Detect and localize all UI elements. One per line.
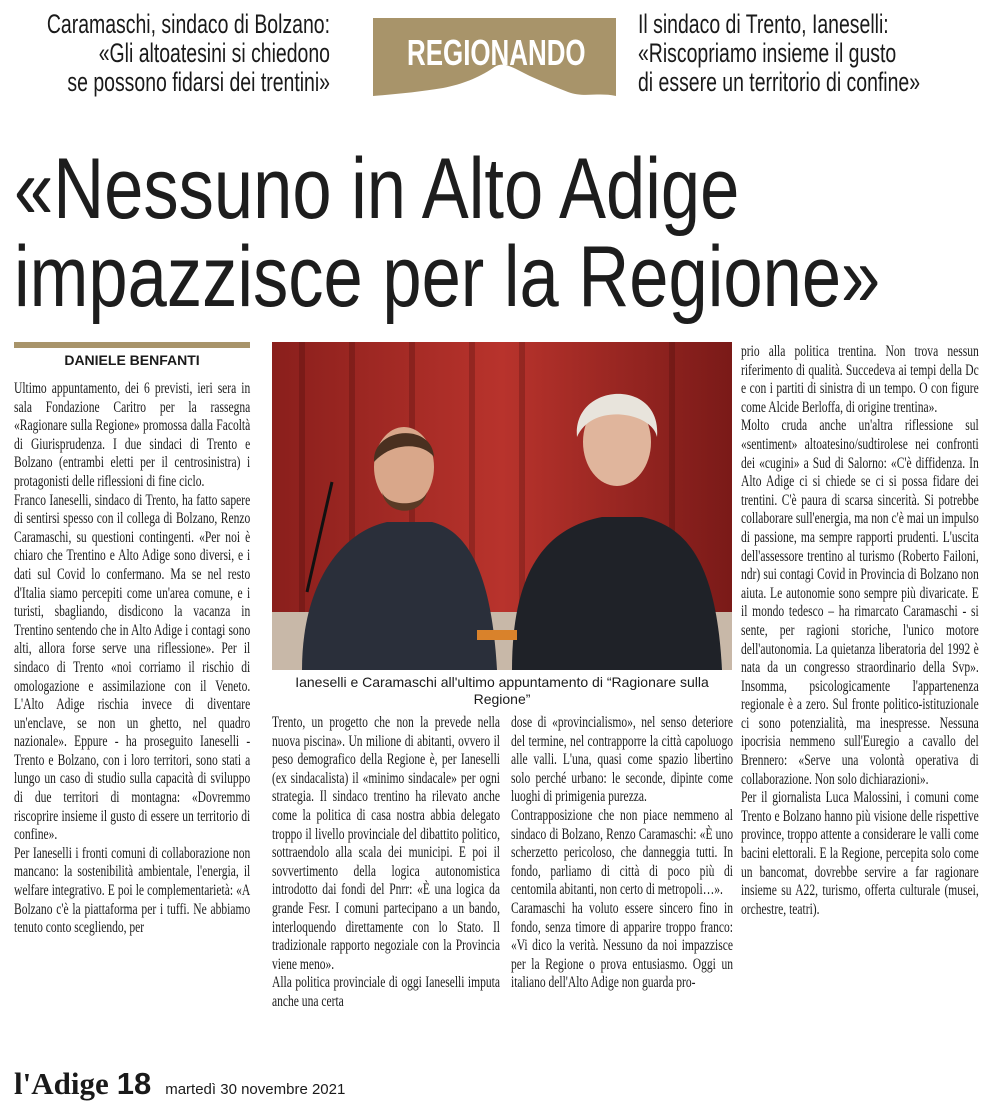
kicker-line: se possono fidarsi dei trentini»	[67, 67, 330, 97]
paragraph: Franco Ianeselli, sindaco di Trento, ha fatto sapere di sentirsi spesso con il collega di Bolzano, Renzo Caramaschi, su questioni contingenti. «Per noi è chiaro che Trentino e Alto Adige sono diversi, e i dati sul Covid lo confermano. Ma se nel resto d'Italia siamo percepiti come un'area comune, e i turisti, sbagliando, disdicono la vacanza in Trentino sentendo che in Alto Adige i contagi sono alti, allora forse serve una riflessione». Per il sindaco di Trento «noi corriamo il rischio di omologazione e assimilazione con il Veneto. L'Alto Adige rischia invece di diventare un'enclave, se non un ghetto, nel quadro nazionale». Eppure - ha proseguito Ianeselli - Trento e Bolzano, con i loro territori, sono stati a lungo un caso di studio sulla capacità di sviluppo di due territori di montagna: «Dovremmo riscoprire insieme il gusto di essere un territorio di confine».	[14, 491, 251, 844]
newspaper-logo: l'Adige	[14, 1066, 109, 1101]
article-column-4	[741, 343, 979, 919]
paragraph: prio alla politica trentina. Non trova nessun riferimento di qualità. Succedeva ai tempi della Dc e con i partiti di sinistra di un tempo. O con figure come Alcide Berloffa, di origine trentina».	[741, 343, 979, 416]
byline: DANIELE BENFANTI	[64, 352, 200, 368]
article-column-2	[272, 714, 500, 1012]
kicker-line: Caramaschi, sindaco di Bolzano:	[46, 9, 330, 39]
paragraph: Alla politica provinciale di oggi Ianeselli imputa anche una certa	[272, 974, 500, 1010]
byline-rule	[14, 342, 250, 348]
paragraph: dose di «provincialismo», nel senso deteriore del termine, nel contrapporre la città capoluogo alle valli. L'una, quasi come spazio libertino solo perché urbano: le seconde, dipinte come luoghi di primigenia purezza.	[511, 714, 733, 806]
article-photo	[272, 342, 732, 670]
issue-date: martedì 30 novembre 2021	[165, 1081, 346, 1098]
kicker-right	[638, 10, 983, 97]
paragraph: Per il giornalista Luca Malossini, i comuni come Trento e Bolzano hanno più visione delle rispettive province, troppo attente a considerare le valli come bacini elettorali. E la Regione, percepita solo come un bancomat, dovrebbe servire a far ragionare insieme su A22, turismo, offerta culturale (musei, orchestre, teatri).	[741, 789, 979, 918]
article-column-3	[511, 714, 733, 993]
paragraph: Caramaschi ha voluto essere sincero fino in fondo, senza timore di apparire troppo franco: «Vi dico la verità. Nessuno da noi impazzisce per la Regione o prova entusiasmo. Oggi un italiano dell'Alto Adige non guarda pro-	[511, 899, 733, 992]
kicker-line: di essere un territorio di confine»	[638, 67, 921, 97]
headline-line-2: impazzisce per la Regione»	[14, 229, 881, 325]
paragraph: Trento, un progetto che non la prevede nella nuova piscina». Un milione di abitanti, ovvero il peso demografico della Regione è, per Ianeselli (ex sindacalista) il «minimo sindacale» per ogni strategia. Il sindaco trentino ha rilevato anche come la politica di casa nostra abbia delegato troppo il livello provinciale del dibattito politico, sottraendolo alla scala dei municipi. E poi il sovvertimento della logica autonomistica introdotto dai fondi del Pnrr: «È una logica da grande Fesr. I comuni partecipano a un bando, interloquendo direttamente con lo Stato. Il tradizionale rapporto negoziale con la Provincia viene meno».	[272, 714, 500, 973]
section-badge	[373, 18, 616, 108]
kicker-left	[0, 10, 330, 97]
paragraph: Ultimo appuntamento, dei 6 previsti, ieri sera in sala Fondazione Caritro per la rassegna «Ragionare sulla Regione» promossa dalla Facoltà di Giurisprudenza. I due sindaci di Trento e Bolzano (entrambi eletti per il centrosinistra) i protagonisti delle riflessioni di fine ciclo.	[14, 380, 251, 490]
article-column-1	[14, 380, 250, 938]
paragraph: Contrapposizione che non piace nemmeno al sindaco di Bolzano, Renzo Caramaschi: «È uno scherzetto pericoloso, che danneggia tutti. In fondo, parliamo di città di poco più di centomila abitanti, non certo di metropoli…».	[511, 806, 733, 899]
page-footer	[14, 1066, 345, 1102]
photo-caption: Ianeselli e Caramaschi all'ultimo appuntamento di “Ragionare sulla Regione”	[295, 674, 709, 707]
page-number: 18	[116, 1066, 152, 1101]
headline-line-1: «Nessuno in Alto Adige	[14, 141, 740, 237]
section-label: REGIONANDO	[407, 32, 586, 73]
kicker-line: «Gli altoatesini si chiedono	[98, 38, 330, 68]
kicker-line: «Riscopriamo insieme il gusto	[638, 38, 897, 68]
paragraph: Per Ianeselli i fronti comuni di collaborazione non mancano: la sostenibilità ambientale, l'energia, il welfare integrativo. E poi le complementarietà: «A Bolzano c'è la piattaforma per i tuffi. Ne abbiamo tenuto conto scegliendo, per	[14, 844, 251, 937]
kicker-line: Il sindaco di Trento, Ianeselli:	[638, 9, 889, 39]
paragraph: Molto cruda anche un'altra riflessione sul «sentiment» altoatesino/sudtirolese nei confronti dei «cugini» a Sud di Salorno: «C'è diffidenza. In Alto Adige ci si chiede se ci si possa fidare dei trentini. C'è paura di scarsa sincerità. Si potrebbe collaborare sull'energia, ma non c'è mai un impulso di passione, ma sempre rapporti prudenti. L'uscita dell'assessore trentino al turismo (Roberto Failoni, ndr) sui contagi Covid in Provincia di Bolzano non aiuta. Le autonomie sono sempre più divaricate. E il mondo tedesco – ha rimarcato Caramaschi - si sente, per ragioni storiche, l'unico motore dell'autonomia. La quietanza liberatoria del 1992 è nata da un congresso straordinario della Svp». Insomma, psicologicamente l'appartenenza regionale è a zero. Sul fronte politico-istituzionale ci sono potenzialità, ma inespresse. Nessuna ipocrisia nemmeno sull'Euregio a cavallo del Brennero: «Serve una volontà operativa di collaborazione. Non solo dichiarazioni».	[741, 417, 979, 788]
